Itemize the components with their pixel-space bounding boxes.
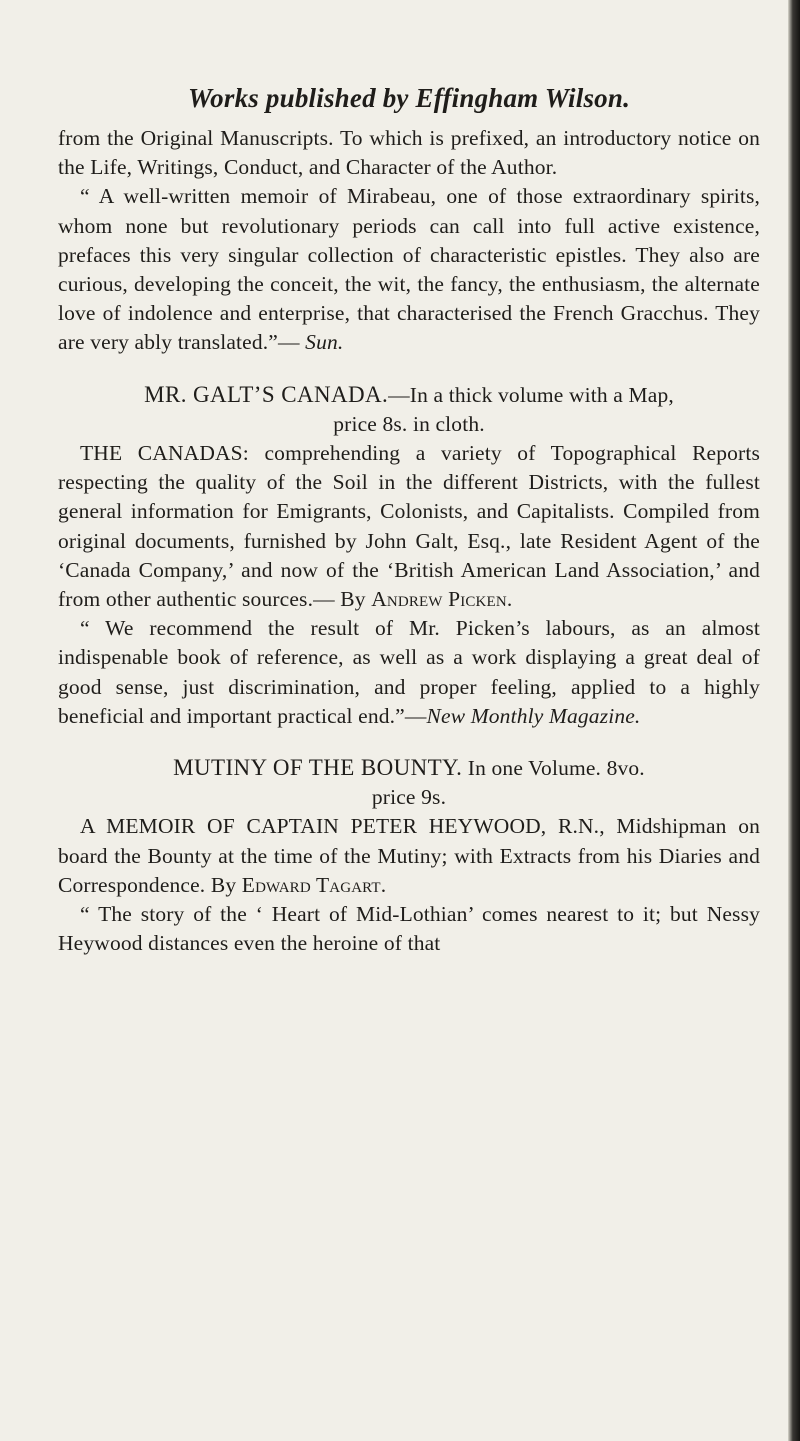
sun-review-paragraph — [58, 182, 760, 357]
mutiny-heading — [58, 753, 760, 812]
galt-heading-rest: —In a thick volume with a Map, — [388, 382, 674, 407]
sun-review-source: Sun. — [305, 330, 344, 355]
canadas-title: THE CANADAS — [80, 441, 243, 466]
galt-heading-caps: MR. GALT’S CANADA. — [144, 381, 389, 407]
intro-paragraph: from the Original Manuscripts. To which is prefixed, an introductory notice on the Life, Writings, Conduct, and Character of the Author. — [58, 126, 760, 180]
canadas-description — [58, 439, 760, 614]
running-head: Works published by Effingham Wilson. — [187, 83, 631, 113]
canadas-author: Andrew Picken. — [371, 587, 513, 612]
memoir-description — [58, 812, 760, 900]
picken-review-source: New Monthly Magazine. — [426, 703, 641, 728]
mutiny-heading-caps: MUTINY OF THE BOUNTY. — [173, 755, 463, 781]
page-content — [58, 82, 760, 958]
mutiny-price: price 9s. — [371, 785, 447, 810]
page-edge — [788, 0, 800, 1441]
galt-price: price 8s. in cloth. — [333, 411, 485, 436]
sun-review-text: “ A well-written memoir of Mirabeau, one of those extraordinary spirits, whom none but revolutionary periods can call into full active existence, prefaces this very singular collection of characteristic epistles. They also are curious, developing the conceit, the wit, the fancy, the enthusiasm, the alternate love of indolence and enterprise, that characterised the French Gracchus. They are very ably translated.”— — [58, 184, 760, 355]
picken-review-paragraph — [58, 614, 760, 731]
picken-review-text: “ We recommend the result of Mr. Picken’s labours, as an almost indispenable book of reference, as well as a work displaying a great deal of good sense, just discrimination, and proper feeling, applied to a highly beneficial and important practical end.”— — [58, 616, 760, 728]
memoir-author: Edward Tagart. — [241, 872, 387, 897]
heart-review-paragraph: “ The story of the ‘ Heart of Mid-Lothian’ comes nearest to it; but Nessy Heywood distances even the heroine of that — [58, 902, 760, 956]
mutiny-heading-rest: In one Volume. 8vo. — [462, 756, 645, 781]
canadas-text: : comprehending a variety of Topographical Reports respecting the quality of the Soil in the different Districts, with the fullest general information for Emigrants, Colonists, and Capitalists. Compiled from original documents, furnished by John Galt, Esq., late Resident Agent of the ‘Canada Company,’ and now of the ‘British American Land Association,’ and from other authentic sources.— By — [58, 441, 761, 612]
memoir-text: R.N., Midshipman on board the Bounty at the time of the Mutiny; with Extracts from his Diaries and Correspondence. By — [58, 814, 760, 897]
memoir-title: A MEMOIR OF CAPTAIN PETER HEYWOOD, — [80, 814, 547, 839]
galt-canada-heading — [58, 380, 760, 439]
